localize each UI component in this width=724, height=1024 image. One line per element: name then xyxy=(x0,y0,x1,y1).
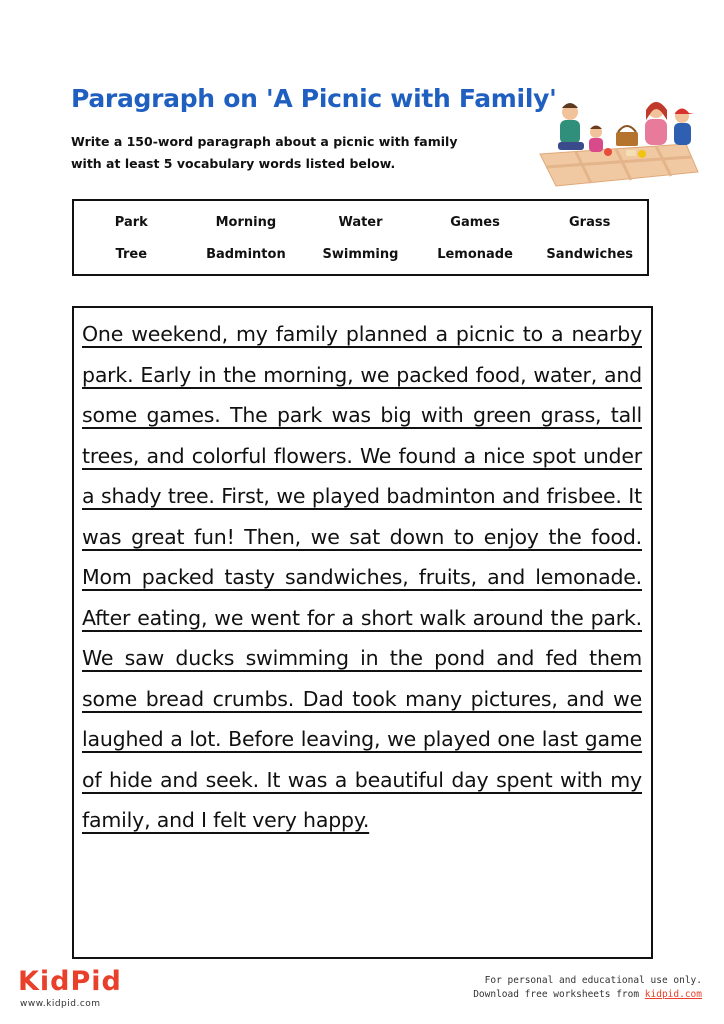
vocab-word: Sandwiches xyxy=(546,247,634,262)
instruction-line-1: Write a 150-word paragraph about a picnic with family xyxy=(71,134,458,149)
vocab-word: Lemonade xyxy=(437,247,513,262)
vocab-word: Park xyxy=(114,215,148,230)
vocab-word: Grass xyxy=(569,215,611,230)
logo-text: KidPid xyxy=(18,966,122,997)
vocabulary-row-2 xyxy=(74,247,647,262)
vocabulary-row-1 xyxy=(74,215,647,230)
footer-line-2-prefix: Download free worksheets from xyxy=(473,989,645,1000)
vocab-word: Games xyxy=(450,215,500,230)
paragraph-text: One weekend, my family planned a picnic to a nearby park. Early in the morning, we packed food, water, and some games. The park was big with green grass, tall trees, and colorful flowers. We found a nice spot under a shady tree. First, we played badminton and frisbee. It was great fun! Then, we sat down to enjoy the food. Mom packed tasty sandwiches, fruits, and lemonade. After eating, we went for a short walk around the park. We saw ducks swimming in the pond and fed them some bread crumbs. Dad took many pictures, and we laughed a lot. Before leaving, we played one last game of hide and seek. It was a beautiful day spent with my family, and I felt very happy. xyxy=(82,322,642,832)
footer-link[interactable]: kidpid.com xyxy=(644,989,702,1000)
paragraph-box xyxy=(72,306,653,959)
vocab-word: Morning xyxy=(215,215,277,230)
vocab-word: Water xyxy=(338,215,383,230)
vocab-word: Badminton xyxy=(206,247,286,262)
footer-note xyxy=(473,974,702,1002)
instructions xyxy=(71,131,491,175)
kidpid-logo xyxy=(18,966,138,1010)
footer-line-1: For personal and educational use only. xyxy=(484,975,702,986)
footer-line-2 xyxy=(473,988,702,1002)
instruction-line-2: with at least 5 vocabulary words listed below. xyxy=(71,156,396,171)
page-title: Paragraph on 'A Picnic with Family' xyxy=(71,84,557,113)
picnic-family-illustration xyxy=(536,92,700,188)
vocab-word: Swimming xyxy=(322,247,399,262)
logo-url: www.kidpid.com xyxy=(20,999,101,1009)
vocab-word: Tree xyxy=(115,247,148,262)
vocabulary-box xyxy=(72,199,649,276)
